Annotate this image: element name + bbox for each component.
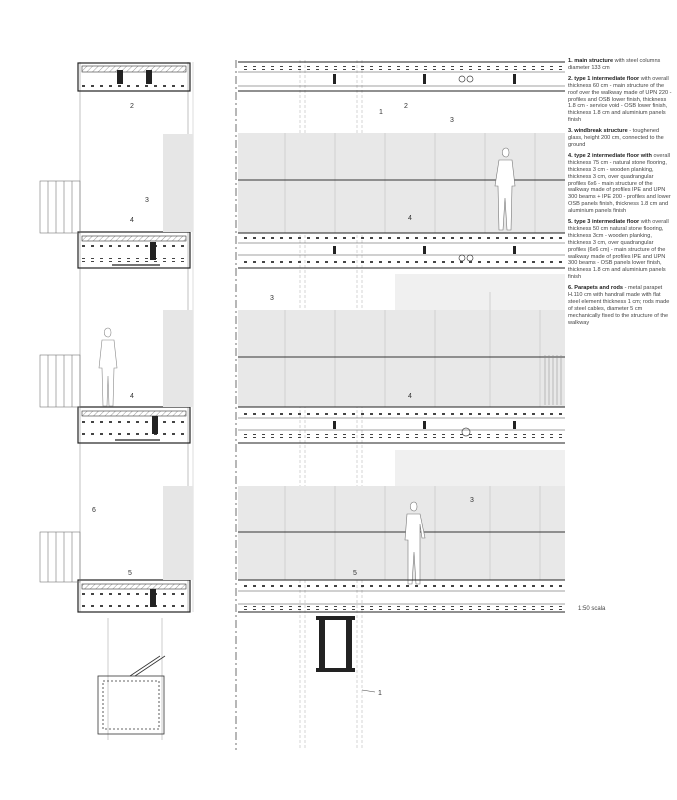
section-roof-slab xyxy=(78,63,190,91)
main-column xyxy=(316,616,375,692)
callout-el-3a: 3 xyxy=(450,117,454,124)
callout-sec-4a: 4 xyxy=(130,217,134,224)
callout-el-1b: 1 xyxy=(378,690,382,697)
legend-item-number: 1. xyxy=(568,58,573,64)
callout-sec-6: 6 xyxy=(92,507,96,514)
scale-label: 1:50 scala xyxy=(578,606,606,612)
legend-item-body: - metal parapet H.110 cm with handrail made with flat steel element thickness 1 cm; rods made of steel cables, diameter 5 cm mechanically fixed to the structure of the walkway xyxy=(568,285,670,326)
legend-item-title: Parapets and rods xyxy=(574,285,624,292)
elevation-floor-band-1 xyxy=(238,233,565,268)
legend-item xyxy=(568,58,672,72)
callout-sec-5: 5 xyxy=(128,570,132,577)
parapet-elevation-2 xyxy=(40,355,80,407)
legend-item xyxy=(568,285,672,326)
callout-sec-4b: 4 xyxy=(130,393,134,400)
legend-item-title: type 1 intermediate floor xyxy=(574,75,640,82)
section-floor-slab-2 xyxy=(78,407,190,443)
legend-item-title: type 3 intermediate floor xyxy=(574,219,640,226)
parapet-elevation-1 xyxy=(40,181,80,233)
callout-el-4b: 4 xyxy=(408,393,412,400)
callout-el-5: 5 xyxy=(353,570,357,577)
callout-el-3c: 3 xyxy=(470,497,474,504)
legend-item-number: 6. xyxy=(568,285,573,292)
legend-item-body: with overall thickness 60 cm - main structure of the roof over the walkway made of UPN 220 - profiles and OSB lower finish, thickness 1.8 cm - service void - OSB lower finish, thickness 1.8 cm and aluminium panels finish xyxy=(568,75,672,124)
parapet-elevation-3 xyxy=(40,532,80,582)
callout-el-4a: 4 xyxy=(408,215,412,222)
column-base-detail xyxy=(98,618,165,740)
callout-sec-3: 3 xyxy=(145,197,149,204)
legend-item xyxy=(568,219,672,281)
section-floor-slab-1 xyxy=(78,232,190,268)
elevation-roof-band xyxy=(238,62,565,91)
legend-item-number: 2. xyxy=(568,75,573,82)
windbreak-band-2 xyxy=(238,274,565,407)
legend-item-body: with overall thickness 50 cm natural stone flooring, thickness 3cm - wooden planking, thickness 3 cm, over quadrangular profiles (6x6 cm) - main structure of the walkway made of profiles IPE and UPN 300 beams - OSB panels lower finish, thickness 1.8 cm and aluminium panels finish xyxy=(568,219,669,281)
legend-item xyxy=(568,76,672,124)
windbreak-band-3 xyxy=(238,450,565,584)
legend-item-number: 3. xyxy=(568,128,573,135)
legend xyxy=(568,58,672,331)
elevation-floor-band-2 xyxy=(238,407,565,443)
legend-item-body: overall thickness 75 cm - natural stone flooring, thickness 3 cm - wooden planking, thickness 3 cm, over quadrangular profiles 6x6 - main structure of the walkway made of profiles IPE and UPN 300 beams + IPE 200 - profiles and lower OSB panels finish, thickness 1.8 cm and aluminium panels finish xyxy=(568,152,671,215)
callout-sec-2: 2 xyxy=(130,103,134,110)
elevation-floor-band-3 xyxy=(238,580,565,612)
legend-item-title: main structure xyxy=(574,58,614,64)
legend-item xyxy=(568,128,672,149)
legend-item-title: windbreak structure xyxy=(574,128,628,135)
callout-el-3b: 3 xyxy=(270,295,274,302)
legend-item xyxy=(568,153,672,215)
legend-item-body: - toughened glass, height 200 cm, connected to the ground xyxy=(568,128,664,148)
legend-item-number: 5. xyxy=(568,219,573,226)
callout-el-2: 2 xyxy=(404,103,408,110)
callout-el-1: 1 xyxy=(379,109,383,116)
longitudinal-elevation xyxy=(238,60,565,748)
person-silhouette-section xyxy=(99,328,117,406)
legend-item-title: type 2 intermediate floor with xyxy=(574,152,652,159)
legend-item-number: 4. xyxy=(568,152,573,159)
legend-item-body: with steel columns diameter 133 cm xyxy=(568,58,661,71)
cross-section xyxy=(40,62,193,740)
windbreak-band-1 xyxy=(238,133,565,233)
section-floor-slab-3 xyxy=(78,580,190,612)
